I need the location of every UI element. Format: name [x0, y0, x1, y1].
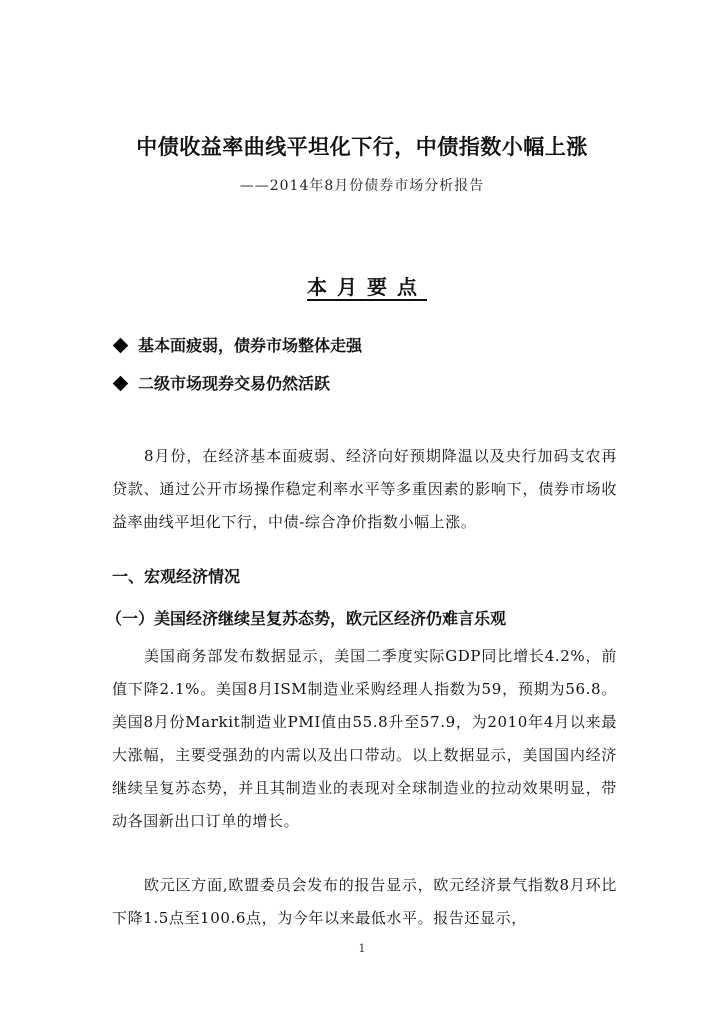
subsection-heading-us-eu: （一）美国经济继续呈复苏态势，欧元区经济仍难言乐观	[106, 609, 507, 628]
highlights-heading	[0, 271, 724, 300]
highlights-list	[112, 333, 632, 409]
page-number: 1	[358, 942, 366, 955]
highlight-text: 二级市场现券交易仍然活跃	[138, 374, 331, 393]
document-subtitle: ——2014年8月份债券市场分析报告	[239, 178, 485, 194]
highlights-heading-text: 本月要点	[307, 275, 427, 299]
list-item	[112, 333, 632, 371]
document-title: 中债收益率曲线平坦化下行，中债指数小幅上涨	[136, 135, 588, 159]
diamond-bullet-icon	[113, 376, 129, 392]
diamond-bullet-icon	[113, 338, 129, 354]
us-economy-paragraph: 美国商务部发布数据显示，美国二季度实际GDP同比增长4.2%，前值下降2.1%。美国8月ISM制造业采购经理人指数为59，预期为56.8。美国8月份Markit制造业PMI值由55.8升至57.9，为2010年4月以来最大涨幅，主要受强劲的内需以及出口带动。以上数据显示，美国国内经济继续呈复苏态势，并且其制造业的表现对全球制造业的拉动效果明显，带动各国新出口订单的增长。	[112, 647, 617, 830]
list-item	[112, 371, 632, 409]
highlight-text: 基本面疲弱，债券市场整体走强	[138, 336, 363, 355]
section-heading-macro: 一、宏观经济情况	[112, 567, 241, 586]
eurozone-paragraph: 欧元区方面,欧盟委员会发布的报告显示，欧元经济景气指数8月环比下降1.5点至100.6点，为今年以来最低水平。报告还显示，	[112, 876, 617, 927]
intro-paragraph: 8月份，在经济基本面疲弱、经济向好预期降温以及央行加码支农再贷款、通过公开市场操作稳定利率水平等多重因素的影响下，债券市场收益率曲线平坦化下行，中债-综合净价指数小幅上涨。	[112, 447, 617, 531]
